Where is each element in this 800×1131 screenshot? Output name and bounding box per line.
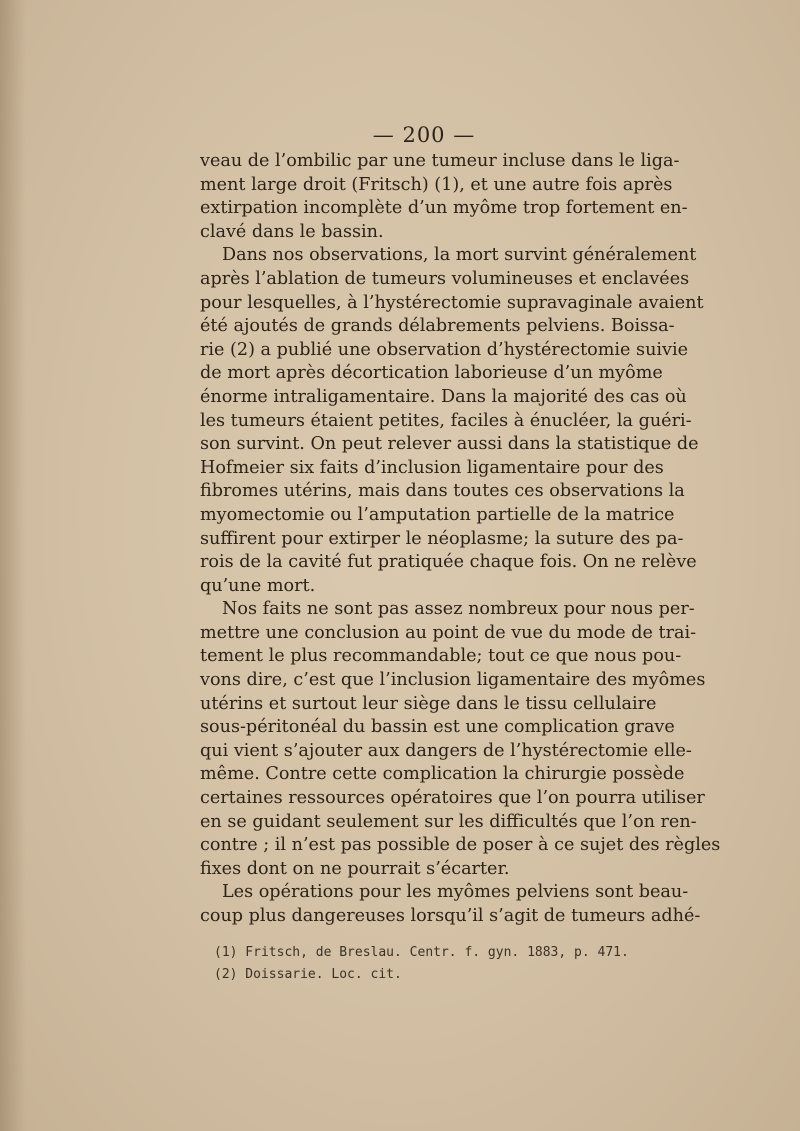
text-line: myomectomie ou l’amputation partielle de la matrice [200,504,675,525]
text-line: son survint. On peut relever aussi dans la statistique de [200,434,699,455]
text-line: ment large droit (Fritsch) (1), et une autre fois après [200,174,673,195]
text-line: de mort après décortication laborieuse d’un myôme [200,363,663,384]
text-line: qui vient s’ajouter aux dangers de l’hystérectomie elle- [200,740,692,761]
text-line: fixes dont on ne pourrait s’écarter. [200,858,510,879]
text-line: mettre une conclusion au point de vue du mode de trai- [200,622,697,643]
text-line: qu’une mort. [200,575,316,596]
text-line: après l’ablation de tumeurs volumineuses et enclavées [200,268,690,289]
text-line: même. Contre cette complication la chirurgie possède [200,764,685,785]
text-line: rie (2) a publié une observation d’hystérectomie suivie [200,339,689,360]
footnote: (2) Doissarie. Loc. cit. [214,967,402,982]
footnote: (1) Fritsch, de Breslau. Centr. f. gyn. 1883, p. 471. [214,945,629,960]
text-line: tement le plus recommandable; tout ce que nous pou- [200,646,682,667]
text-line: extirpation incomplète d’un myôme trop fortement en- [200,198,688,219]
text-line: pour lesquelles, à l’hystérectomie supravaginale avaient [200,292,704,313]
text-line: Hofmeier six faits d’inclusion ligamentaire pour des [200,457,664,478]
text-line: clavé dans le bassin. [200,221,384,242]
text-line: les tumeurs étaient petites, faciles à énucléer, la guéri- [200,410,692,431]
text-line: utérins et surtout leur siège dans le tissu cellulaire [200,693,657,714]
text-line: sous-péritonéal du bassin est une complication grave [200,717,675,738]
text-line: contre ; il n’est pas possible de poser à ce sujet des règles [200,835,721,856]
text-line: certaines ressources opératoires que l’on pourra utiliser [200,788,705,809]
text-line: veau de l’ombilic par une tumeur incluse dans le liga- [200,151,680,171]
text-line: Les opérations pour les myômes pelviens sont beau- [222,882,689,903]
body-text [200,150,721,929]
footnotes [214,942,644,986]
text-line: suffirent pour extirper le néoplasme; la suture des pa- [200,528,684,549]
text-line: énorme intraligamentaire. Dans la majorité des cas où [200,386,687,407]
text-line: en se guidant seulement sur les difficultés que l’on ren- [200,811,697,832]
text-line: vons dire, c’est que l’inclusion ligamentaire des myômes [200,670,706,691]
text-line: Dans nos observations, la mort survint généralement [222,245,697,266]
text-line: Nos faits ne sont pas assez nombreux pour nous per- [222,599,695,620]
text-line: été ajoutés de grands délabrements pelviens. Boissa- [200,316,675,337]
page-gutter-shadow [0,0,26,1131]
text-line: fibromes utérins, mais dans toutes ces observations la [200,481,685,502]
page-number: — 200 — [372,123,476,147]
text-line: coup plus dangereuses lorsqu’il s’agit de tumeurs adhé- [200,906,701,926]
text-line: rois de la cavité fut pratiquée chaque fois. On ne relève [200,552,697,573]
